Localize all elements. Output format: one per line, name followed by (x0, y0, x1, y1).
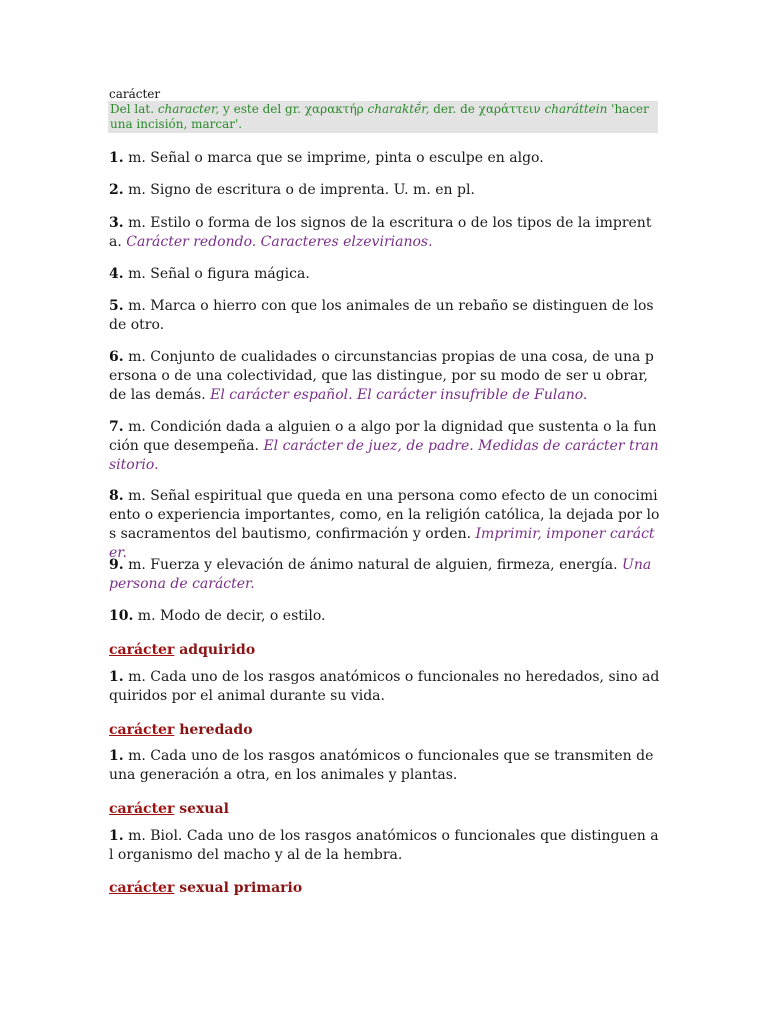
etymology-text: y este del gr. χαρακτήρ (219, 102, 368, 116)
definition-10 (109, 607, 661, 626)
definition-number: 4. (109, 266, 124, 282)
definition-number: 1. (109, 748, 124, 764)
definition-1 (109, 149, 661, 168)
etymology-text: Del lat. (110, 102, 158, 116)
definition-number: 8. (109, 488, 124, 504)
definition-example: Imprimir, imponer carácter. (109, 526, 655, 561)
subentry-qualifier: heredado (174, 722, 253, 738)
definition-number: 5. (109, 298, 124, 314)
subentry-headword-link[interactable]: carácter (109, 801, 175, 817)
definition-text: m. Signo de escritura o de imprenta. U. m. en pl. (123, 182, 475, 198)
etymology-text: der. de χαράττειν (429, 102, 545, 116)
subentry-title-sexual (109, 800, 661, 819)
definition-9 (109, 556, 661, 594)
definition-text: m. Estilo o forma de los signos de la escritura o de los tipos de la imprenta. (109, 215, 652, 250)
definition-7 (109, 418, 661, 475)
etymology-greek-translit: charaktḗr, (367, 102, 430, 116)
definition-number: 6. (109, 349, 124, 365)
definition-3 (109, 214, 661, 252)
subentry-title-heredado (109, 721, 661, 740)
etymology-greek-verb-translit: charáttein (544, 102, 608, 116)
definition-text: m. Biol. Cada uno de los rasgos anatómicos o funcionales que distinguen al organismo del macho y al de la hembra. (109, 828, 659, 863)
definition-text: m. Señal o marca que se imprime, pinta o esculpe en algo. (123, 150, 544, 166)
subentry-definition-adquirido (109, 668, 661, 706)
definition-text: m. Cada uno de los rasgos anatómicos o funcionales no heredados, sino adquiridos por el animal durante su vida. (109, 669, 660, 704)
definition-number: 10. (109, 608, 134, 624)
subentry-title-sexual-primario (109, 879, 661, 898)
subentry-qualifier: adquirido (174, 642, 256, 658)
etymology-latin-word: character, (157, 102, 220, 116)
definition-text: m. Cada uno de los rasgos anatómicos o funcionales que se transmiten de una generación a otra, en los animales y plantas. (109, 748, 654, 783)
definition-example: Carácter redondo. Caracteres elzevirianos. (126, 234, 433, 250)
subentry-headword-link[interactable]: carácter (109, 722, 175, 738)
definition-number: 9. (109, 557, 124, 573)
definition-example: El carácter español. El carácter insufrible de Fulano. (210, 387, 588, 403)
definition-text: m. Condición dada a alguien o a algo por la dignidad que sustenta o la función que desempeña. (109, 419, 657, 454)
subentry-definition-heredado (109, 747, 661, 785)
subentry-headword-link[interactable]: carácter (109, 880, 175, 896)
definition-number: 3. (109, 215, 124, 231)
subentry-headword-link[interactable]: carácter (109, 642, 175, 658)
definition-text: m. Fuerza y elevación de ánimo natural de alguien, firmeza, energía. (123, 557, 623, 573)
etymology-block (108, 101, 658, 133)
definition-6 (109, 348, 661, 405)
definition-text: m. Señal o figura mágica. (123, 266, 310, 282)
definition-text: m. Marca o hierro con que los animales de un rebaño se distinguen de los de otro. (109, 298, 654, 333)
subentry-qualifier: sexual (174, 801, 229, 817)
definition-5 (109, 297, 661, 335)
definition-example: Una persona de carácter. (109, 557, 652, 592)
definition-number: 1. (109, 150, 124, 166)
subentry-definition-sexual (109, 827, 661, 865)
definition-number: 2. (109, 182, 124, 198)
definition-example: El carácter de juez, de padre. Medidas de carácter transitorio. (109, 438, 659, 473)
definition-text: m. Conjunto de cualidades o circunstancias propias de una cosa, de una persona o de una colectividad, que las distingue, por su modo de ser u obrar, de las demás. (109, 349, 654, 403)
entry-headword: carácter (109, 87, 161, 101)
definition-number: 1. (109, 828, 124, 844)
definition-8 (109, 487, 661, 563)
definition-text: m. Señal espiritual que queda en una persona como efecto de un conocimiento o experiencia importantes, como, en la religión católica, la dejada por los sacramentos del bautismo, confirmación y orden. (109, 488, 660, 542)
etymology-text: 'hacer una incisión, marcar'. (110, 102, 649, 131)
subentry-title-adquirido (109, 641, 661, 660)
definition-text: m. Modo de decir, o estilo. (133, 608, 326, 624)
definition-4 (109, 265, 661, 284)
subentry-qualifier: sexual primario (174, 880, 303, 896)
definition-number: 7. (109, 419, 124, 435)
definition-number: 1. (109, 669, 124, 685)
definition-2 (109, 181, 661, 200)
